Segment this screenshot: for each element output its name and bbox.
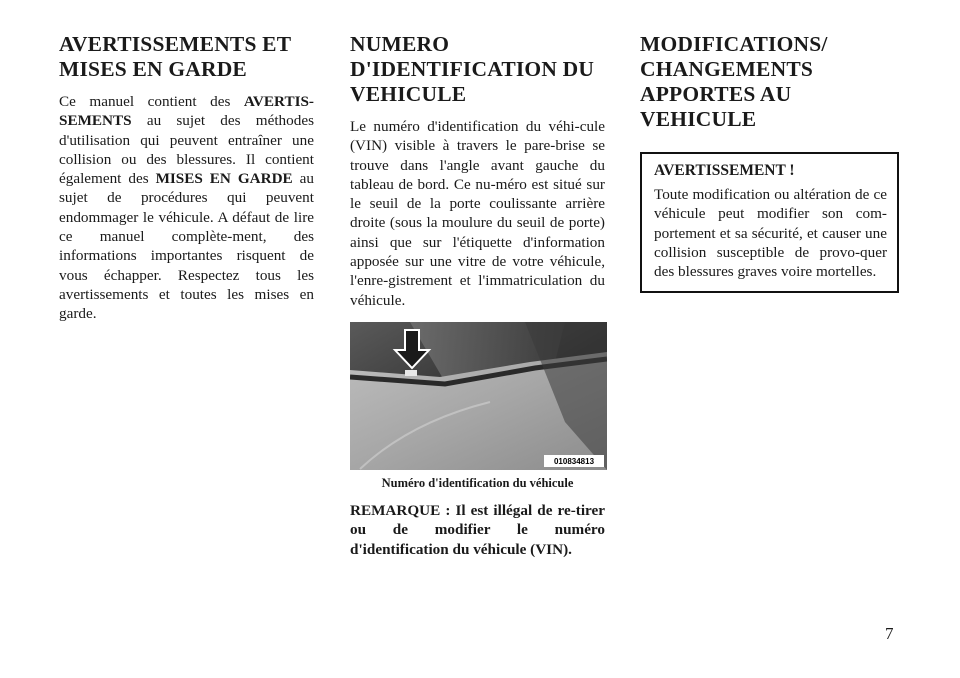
column-modifications — [640, 32, 895, 293]
warnings-paragraph — [59, 92, 314, 324]
page-number: 7 — [885, 624, 894, 643]
section-title-warnings: AVERTISSEMENTS ET MISES EN GARDE — [59, 32, 291, 81]
vin-location-photo — [350, 322, 607, 470]
warnings-text-3: au sujet de procédures qui peuvent endommager le véhicule. A défaut de lire ce manuel complète-ment, des informations importantes risquent de vous échapper. Respectez tous les avertissements et toutes les mises en garde. — [59, 170, 314, 323]
vin-paragraph: Le numéro d'identification du véhi-cule (VIN) visible à travers le pare-brise se trouve dans l'angle avant gauche du tableau de bord. Ce nu-méro est situé sur le seuil de la porte coulissante arrière droite (sous la moulure du seuil de porte) ainsi que sur l'étiquette d'information apposée sur une vitre de votre véhicule, l'enre-gistrement et l'immatriculation du véhicule. — [350, 118, 605, 309]
column-warnings — [59, 32, 314, 324]
section-title-modifications: MODIFICATIONS/ CHANGEMENTS APPORTES AU VEHICULE — [640, 32, 828, 131]
warnings-text-1: Ce manuel contient des — [59, 93, 244, 110]
section-title-vin: NUMERO D'IDENTIFICATION DU VEHICULE — [350, 32, 595, 106]
column-vin — [350, 32, 605, 559]
warning-body: Toute modification ou altération de ce véhicule peut modifier son com-portement et sa sécurité, et causer une collision susceptible de provo-quer des blessures graves voire mortelles. — [654, 186, 887, 281]
warnings-bold-2: MISES EN GARDE — [155, 170, 293, 188]
warnings-bold-1: AVERTIS-SEMENTS — [59, 93, 314, 130]
image-code-label: 010834813 — [553, 456, 595, 466]
warnings-text-2: au sujet des méthodes d'utilisation qui peuvent entraîner une collision ou des blessures. Il contient également des — [59, 112, 314, 188]
photo-caption: Numéro d'identification du véhicule — [381, 475, 574, 490]
warning-title: AVERTISSEMENT ! — [654, 162, 795, 179]
warning-box — [640, 152, 899, 293]
vin-note: REMARQUE : Il est illégal de re-tirer ou de modifier le numéro d'identification du véhicule (VIN). — [350, 501, 605, 558]
